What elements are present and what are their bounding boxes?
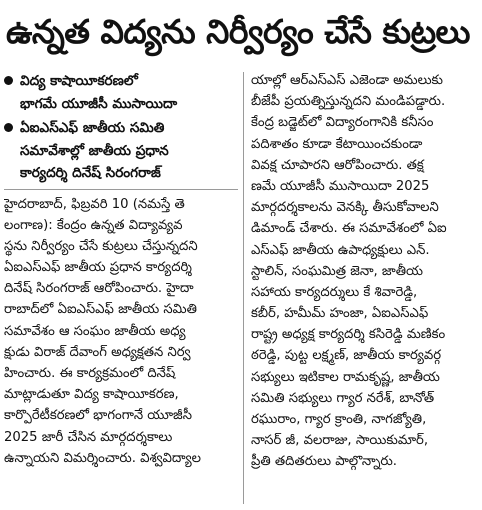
highlight-point-1 xyxy=(4,70,238,115)
body-line: 2025 జారీ చేసిన మార్గదర్శకాలు xyxy=(4,429,173,445)
body-line: యాల్లో ఆర్‌ఎస్‌ఎస్ ఎజెండా అమలుకు xyxy=(251,73,443,88)
highlight-1-line-2: భాగమే యూజీసీ ముసాయిదా xyxy=(20,95,178,112)
body-line: ప్రీతి తదితరులు పాల్గొన్నారు. xyxy=(251,454,397,470)
body-line: సమితి సభ్యులు గ్యార నరేశ్, బానోత్ xyxy=(251,390,435,406)
body-line: దినేష్ సిరంగరాజ్ ఆరోపించారు. హైదా xyxy=(4,281,194,297)
body-line: హైదరాబాద్, ఫిబ్రవరి 10 (నమస్తే తె xyxy=(4,196,185,212)
body-line: డిమాండ్ చేశారు. ఈ సమావేశంలో ఏఐ xyxy=(251,221,447,237)
highlight-2-line-3: కార్యదర్శి దినేష్ సిరంగరాజ్ xyxy=(20,165,161,181)
body-line: లంగాణ): కేంద్రం ఉన్నత విద్యావ్యవ xyxy=(4,217,183,233)
body-line: రాష్ట్ర అధ్యక్ష కార్యదర్శి కసిరెడ్డి మణికం xyxy=(251,327,446,343)
body-line: హించారు. ఈ కార్యక్రమంలో దినేష్ xyxy=(4,366,176,381)
body-line: స్టాలిన్, సంఘమిత్ర జెనా, జాతీయ xyxy=(251,263,423,279)
body-line: ఏఐఎస్‌ఎఫ్ జాతీయ ప్రధాన కార్యదర్శి xyxy=(4,260,192,276)
body-line: బీజేపీ ప్రయత్నిస్తున్నదని మండిపడ్డారు. xyxy=(251,94,446,110)
body-line: రఘురాం, గ్యార క్రాంతి, నాగజ్యోతి, xyxy=(251,412,427,427)
highlight-divider xyxy=(4,189,238,190)
right-column xyxy=(251,70,479,473)
highlight-2-line-2: సమావేశాల్లో జాతీయ ప్రధాన xyxy=(20,142,169,159)
body-line: ఠరెడ్డి, పుట్ట లక్ష్మణ్, జాతీయ కార్యవర్గ xyxy=(251,348,442,364)
body-line: కార్పొరేటీకరణలో భాగంగానే యూజీసీ xyxy=(4,408,192,424)
body-line: పదిశాతం కూడా కేటాయించకుండా xyxy=(251,136,423,152)
body-line: ణమే యూజీసీ ముసాయిదా 2025 xyxy=(251,178,430,194)
body-line: సహాయ కార్యదర్శులు కే శివారెడ్డి, xyxy=(251,284,418,300)
highlight-point-2 xyxy=(4,117,238,185)
body-line: వివక్ష చూపారని ఆరోపించారు. తక్ష xyxy=(251,157,424,173)
highlight-2-line-1: ఏఐఎస్‌ఎఫ్ జాతీయ సమితి xyxy=(20,120,165,136)
body-line: ఉన్నాయని విమర్శించారు. విశ్వవిద్యాల xyxy=(4,450,201,466)
headline: ఉన్నత విద్యను నిర్వీర్యం చేసే కుట్రలు xyxy=(6,12,470,51)
body-line: మాట్లాడుతూ విద్య కాషాయీకరణ, xyxy=(4,387,179,403)
body-line: క్షుడు విరాజ్ దేవాంగ్ అధ్యక్షతన నిర్వ xyxy=(4,344,191,360)
body-line: రాబాద్‌లో ఏఐఎస్‌ఎఫ్ జాతీయ సమితి xyxy=(4,302,197,318)
bullet-dot-icon xyxy=(4,76,13,85)
left-column xyxy=(4,70,238,469)
highlight-1-line-1: విద్య కాషాయీకరణలో xyxy=(20,73,138,89)
body-line: నాసర్ జీ, వలరాజు, సాయికుమార్, xyxy=(251,433,429,449)
body-line: సభ్యులు ఇటికాల రామకృష్ణ, జాతీయ xyxy=(251,369,440,385)
body-line: సమావేశం ఆ సంఘం జాతీయ అధ్య xyxy=(4,323,186,339)
body-line: కేంద్ర బడ్జెట్‌లో విద్యారంగానికి కనీసం xyxy=(251,115,434,131)
body-line: స్థను నిర్వీర్యం చేసే కుట్రలు చేస్తున్నదని xyxy=(4,238,198,254)
bullet-dot-icon xyxy=(4,123,13,132)
body-line: ఎస్‌ఎఫ్ జాతీయ ఉపాధ్యక్షులు ఎన్. xyxy=(251,242,430,258)
column-divider xyxy=(243,72,244,504)
body-line: కబీర్, హమీమ్ హంజా, ఏఐఎస్‌ఎఫ్ xyxy=(251,306,429,322)
body-line: మార్గదర్శకాలను వెనక్కి తీసుకోవాలని xyxy=(251,200,439,216)
body-text-left xyxy=(4,194,238,469)
